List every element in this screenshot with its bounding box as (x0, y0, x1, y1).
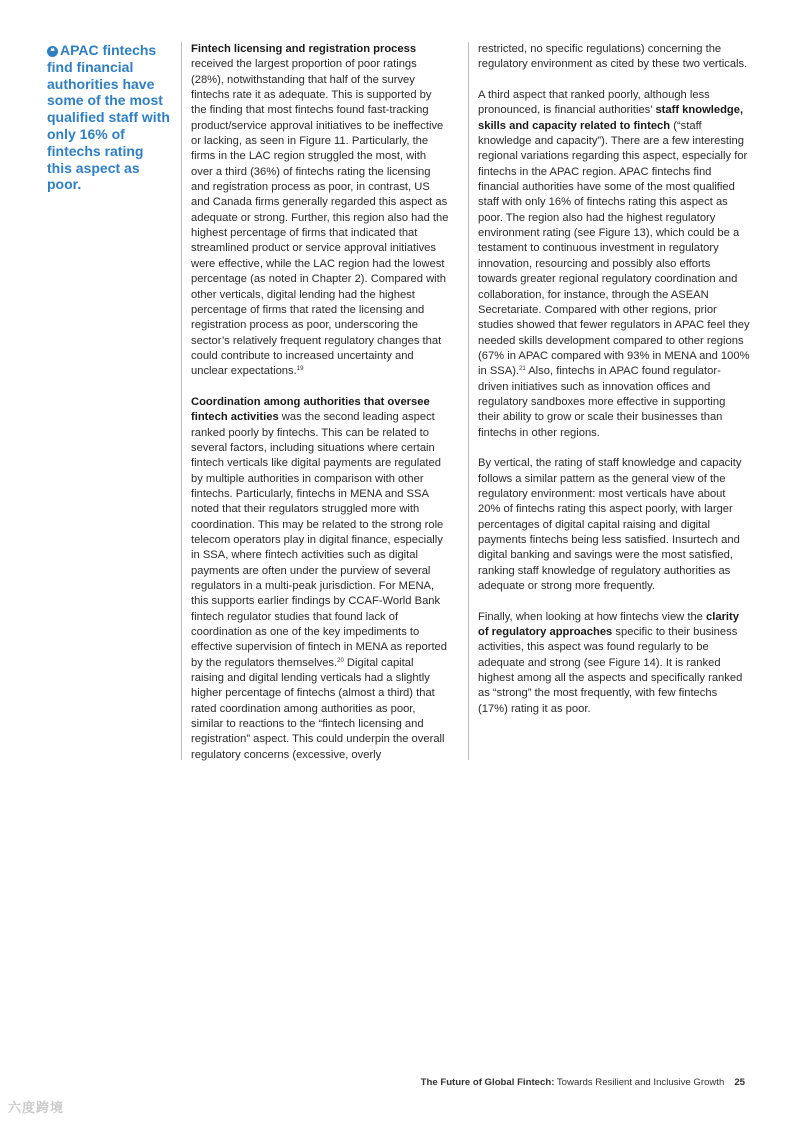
paragraph: Coordination among authorities that oversee fintech activities was the second leading aspect ranked poorly by fintechs. This can be related to several factors, including situations where certain fintech verticals like digital payments are regulated by multiple authorities in comparison with other fintechs. Particularly, fintechs in MENA and SSA noted that their regulators struggled more with coordination. This may be related to the strong role telecom operators play in digital finance, especially in SSA, where fintech activities such as digital payments are often under the purview of several regulators in a multi-peak jurisdiction. For MENA, this supports earlier findings by CCAF-World Bank fintech regulator studies that found lack of coordination as one of the key impediments to effective supervision of fintech in MENA as reported by the regulators themselves.$^{20}$ Digital capital raising and digital lending verticals had a slightly higher percentage of fintechs (almost a third) that rated coordination among authorities as poor, similar to reactions to the “fintech licensing and registration” aspect. This could underpin the overall regulatory concerns (excessive, overly (191, 395, 447, 761)
text-column-right (468, 42, 750, 760)
paragraph: restricted, no specific regulations) concerning the regulatory environment as cited by these two verticals. (478, 43, 748, 71)
pull-quote (47, 42, 172, 193)
page-number: 25 (734, 1077, 745, 1088)
paragraph: Finally, when looking at how fintechs view the clarity of regulatory approaches specific to their business activities, this aspect was found regularly to be adequate and strong (see Figure 14). It is ranked highest among all the aspects and specifically ranked as “strong” the most frequently, with few fintechs (17%) rating it as poor. (478, 610, 743, 715)
paragraph-heading: staff knowledge, skills and capacity related to fintech (478, 104, 744, 132)
footnote-ref[interactable]: 20 (337, 657, 344, 664)
paragraph-heading: Fintech licensing and registration process (191, 43, 417, 55)
footnote-ref[interactable]: 19 (296, 366, 304, 373)
footer-subtitle: Towards Resilient and Inclusive Growth (554, 1077, 725, 1088)
page-footer (421, 1077, 745, 1088)
watermark: 六度跨境 (8, 1100, 65, 1115)
footer-title: The Future of Global Fintech: (420, 1077, 555, 1088)
paragraph: A third aspect that ranked poorly, although less pronounced, is financial authorities’ staff knowledge, skills and capacity related to fintech (“staff knowledge and capacity”). There are a few interesting regional variations regarding this aspect, especially for fintechs in the APAC region. APAC fintechs find financial authorities have some of the most qualified staff with only 16% of fintechs rating this aspect as poor. The region also had the highest regulatory environment rating (see Figure 13), which could be a testament to continuous investment in regulatory innovation, resourcing and possibly also efforts towards greater regional regulatory coordination and collaboration, for instance, through the ASEAN Secretariate. Compared with other regions, prior studies showed that fewer regulators in APAC feel they needed skills development compared to other regions (67% in APAC compared with 93% in MENA and 100% in SSA).$^{21}$ Also, fintechs in APAC found regulator-driven initiatives such as innovation offices and regulatory sandboxes more effective in supporting their ability to grow or scale their businesses than fintechs in other regions. (478, 89, 750, 439)
footnote-ref[interactable]: 21 (519, 366, 526, 373)
paragraph-heading: Coordination among authorities that oversee fintech activities (191, 395, 430, 424)
paragraph: By vertical, the rating of staff knowledge and capacity follows a similar pattern as the general view of the regulatory environment: most verticals have about 20% of fintechs rating this aspect poorly, with larger percentages of digital capital raising and digital payments fintechs being less satisfied. Insurtech and digital banking and savings were the most satisfied, ranking staff knowledge of regulatory authorities as adequate or strong more frequently. (478, 457, 742, 593)
paragraph-heading: clarity of regulatory approaches (478, 610, 739, 639)
paragraph: Fintech licensing and registration process received the largest proportion of poor ratings (28%), notwithstanding that half of the survey fintechs rate it as adequate. This is supported by the finding that most fintechs found fast-tracking product/service approval initiatives to be ineffective or lacking, as seen in Figure 11. Particularly, the firms in the LAC region struggled the most, with over a third (36%) of fintechs rating the licensing and registration process as poor, in contrast, US and Canada firms generally regarded this aspect as adequate or strong. Further, this region also had the highest percentage of firms that indicated that streamlined product or service approval initiatives were effective, while the LAC region had the lowest percentage (as noted in Chapter 2). Compared with other verticals, digital lending had the highest percentage of firms that rated the licensing and registration process as poor, underscoring the sector’s relatively frequent regulatory changes that could contribute to increased uncertainty and unclear expectations.$^{19}$ (191, 43, 449, 378)
quote-icon: ❝ (47, 46, 58, 57)
pull-quote-text: APAC fintechs find financial authorities have some of the most qualified staff with only 16% of fintechs rating this aspect as poor. (47, 42, 170, 193)
text-column-left (181, 42, 449, 760)
